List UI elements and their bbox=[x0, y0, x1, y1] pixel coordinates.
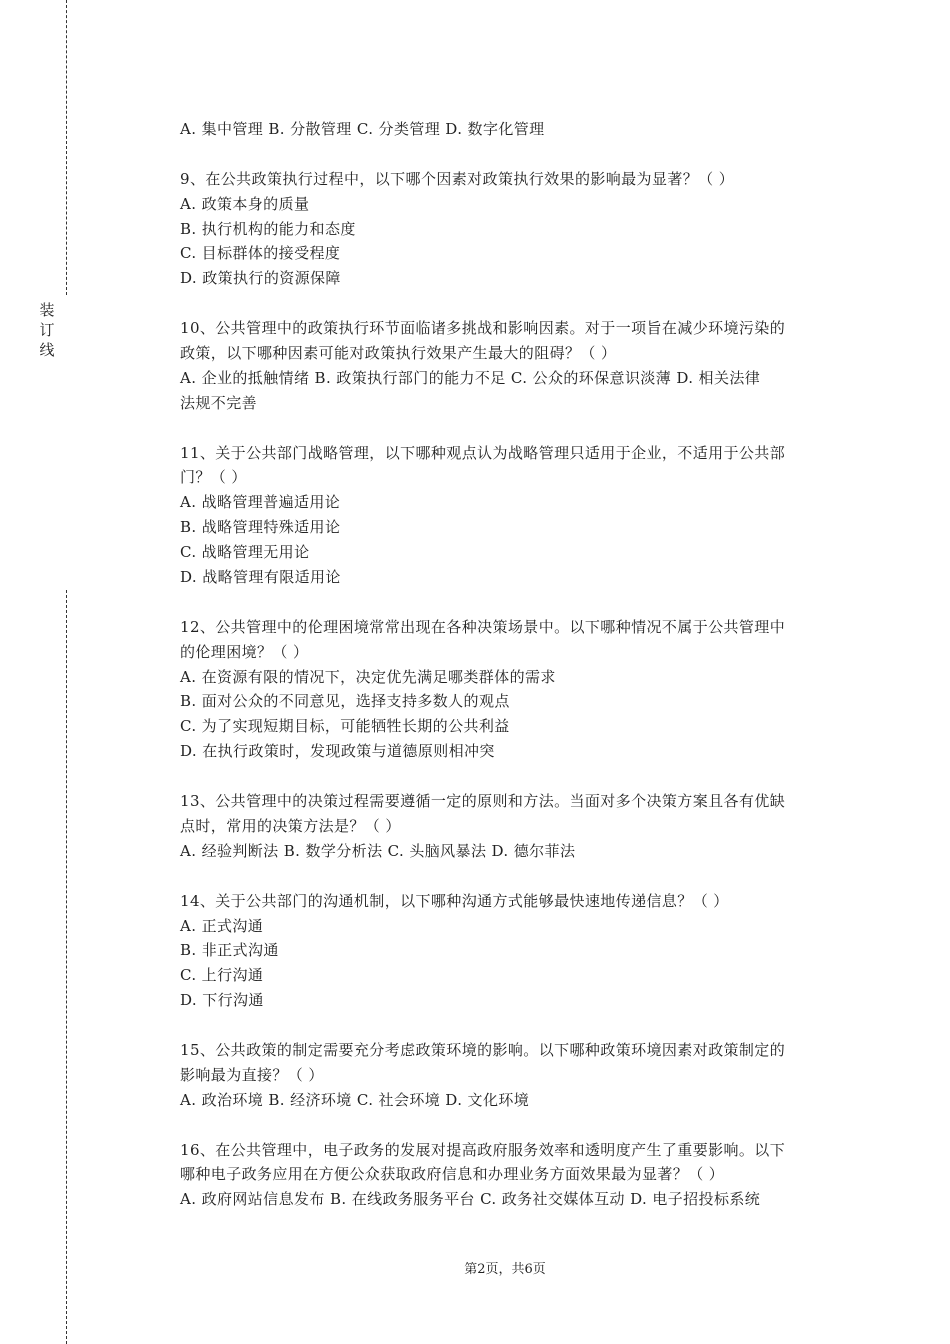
text-line: 13、公共管理中的决策过程需要遵循一定的原则和方法。当面对多个决策方案且各有优缺 bbox=[180, 792, 786, 811]
binding-label: 装订线 bbox=[39, 301, 55, 359]
text-line: 10、公共管理中的政策执行环节面临诸多挑战和影响因素。对于一项旨在减少环境污染的 bbox=[180, 319, 786, 338]
page-number: 第2页，共6页 bbox=[464, 1262, 546, 1277]
text-line: C. 战略管理无用论 bbox=[180, 543, 310, 562]
text-line: C. 上行沟通 bbox=[180, 966, 264, 985]
text-line: A. 政策本身的质量 bbox=[180, 194, 310, 213]
text-line: A. 企业的抵触情绪 B. 政策执行部门的能力不足 C. 公众的环保意识淡薄 D. 相关法律 bbox=[180, 368, 761, 387]
question-list bbox=[180, 117, 860, 1237]
question-block bbox=[180, 889, 860, 1013]
text-line: A. 政治环境 B. 经济环境 C. 社会环境 D. 文化环境 bbox=[180, 1090, 530, 1109]
text-line: D. 下行沟通 bbox=[180, 991, 264, 1010]
text-line: 的伦理困境？（ ） bbox=[180, 642, 309, 661]
text-line: D. 在执行政策时，发现政策与道德原则相冲突 bbox=[180, 742, 495, 761]
text-line: B. 战略管理特殊适用论 bbox=[180, 518, 341, 537]
text-line: 9、在公共政策执行过程中，以下哪个因素对政策执行效果的影响最为显著？（ ） bbox=[180, 169, 735, 188]
text-line: 门？（ ） bbox=[180, 468, 247, 487]
question-block bbox=[180, 615, 860, 764]
text-line: 影响最为直接？（ ） bbox=[180, 1065, 324, 1084]
question-block bbox=[180, 789, 860, 864]
question-block bbox=[180, 167, 860, 291]
text-line: C. 目标群体的接受程度 bbox=[180, 244, 341, 263]
text-line: 15、公共政策的制定需要充分考虑政策环境的影响。以下哪种政策环境因素对政策制定的 bbox=[180, 1040, 786, 1059]
text-line: 点时，常用的决策方法是？（ ） bbox=[180, 816, 401, 835]
text-line: A. 经验判断法 B. 数学分析法 C. 头脑风暴法 D. 德尔菲法 bbox=[180, 841, 576, 860]
question-block bbox=[180, 1038, 860, 1113]
text-line: 11、关于公共部门战略管理，以下哪种观点认为战略管理只适用于企业，不适用于公共部 bbox=[180, 443, 786, 462]
question-block bbox=[180, 117, 860, 142]
text-line: B. 非正式沟通 bbox=[180, 941, 279, 960]
text-line: 政策，以下哪种因素可能对政策执行效果产生最大的阻碍？（ ） bbox=[180, 344, 617, 363]
text-line: 14、关于公共部门的沟通机制，以下哪种沟通方式能够最快速地传递信息？（ ） bbox=[180, 891, 729, 910]
text-line: C. 为了实现短期目标，可能牺牲长期的公共利益 bbox=[180, 717, 510, 736]
binding-line-bottom bbox=[66, 590, 67, 1344]
text-line: 16、在公共管理中，电子政务的发展对提高政府服务效率和透明度产生了重要影响。以下 bbox=[180, 1140, 786, 1159]
binding-line-top bbox=[66, 0, 67, 295]
text-line: 哪种电子政务应用在方便公众获取政府信息和办理业务方面效果最为显著？（ ） bbox=[180, 1165, 725, 1184]
text-line: B. 执行机构的能力和态度 bbox=[180, 219, 356, 238]
text-line: D. 战略管理有限适用论 bbox=[180, 568, 341, 587]
text-line: 12、公共管理中的伦理困境常常出现在各种决策场景中。以下哪种情况不属于公共管理中 bbox=[180, 617, 786, 636]
text-line: A. 战略管理普遍适用论 bbox=[180, 493, 341, 512]
text-line: A. 集中管理 B. 分散管理 C. 分类管理 D. 数字化管理 bbox=[180, 120, 545, 138]
text-line: D. 政策执行的资源保障 bbox=[180, 269, 341, 288]
text-line: 法规不完善 bbox=[180, 393, 258, 412]
question-block bbox=[180, 441, 860, 590]
text-line: B. 面对公众的不同意见，选择支持多数人的观点 bbox=[180, 692, 510, 711]
text-line: A. 正式沟通 bbox=[180, 916, 264, 935]
text-line: A. 在资源有限的情况下，决定优先满足哪类群体的需求 bbox=[180, 667, 556, 686]
question-block bbox=[180, 1138, 860, 1213]
text-line: A. 政府网站信息发布 B. 在线政务服务平台 C. 政务社交媒体互动 D. 电子招投标系统 bbox=[180, 1190, 761, 1209]
question-block bbox=[180, 316, 860, 416]
